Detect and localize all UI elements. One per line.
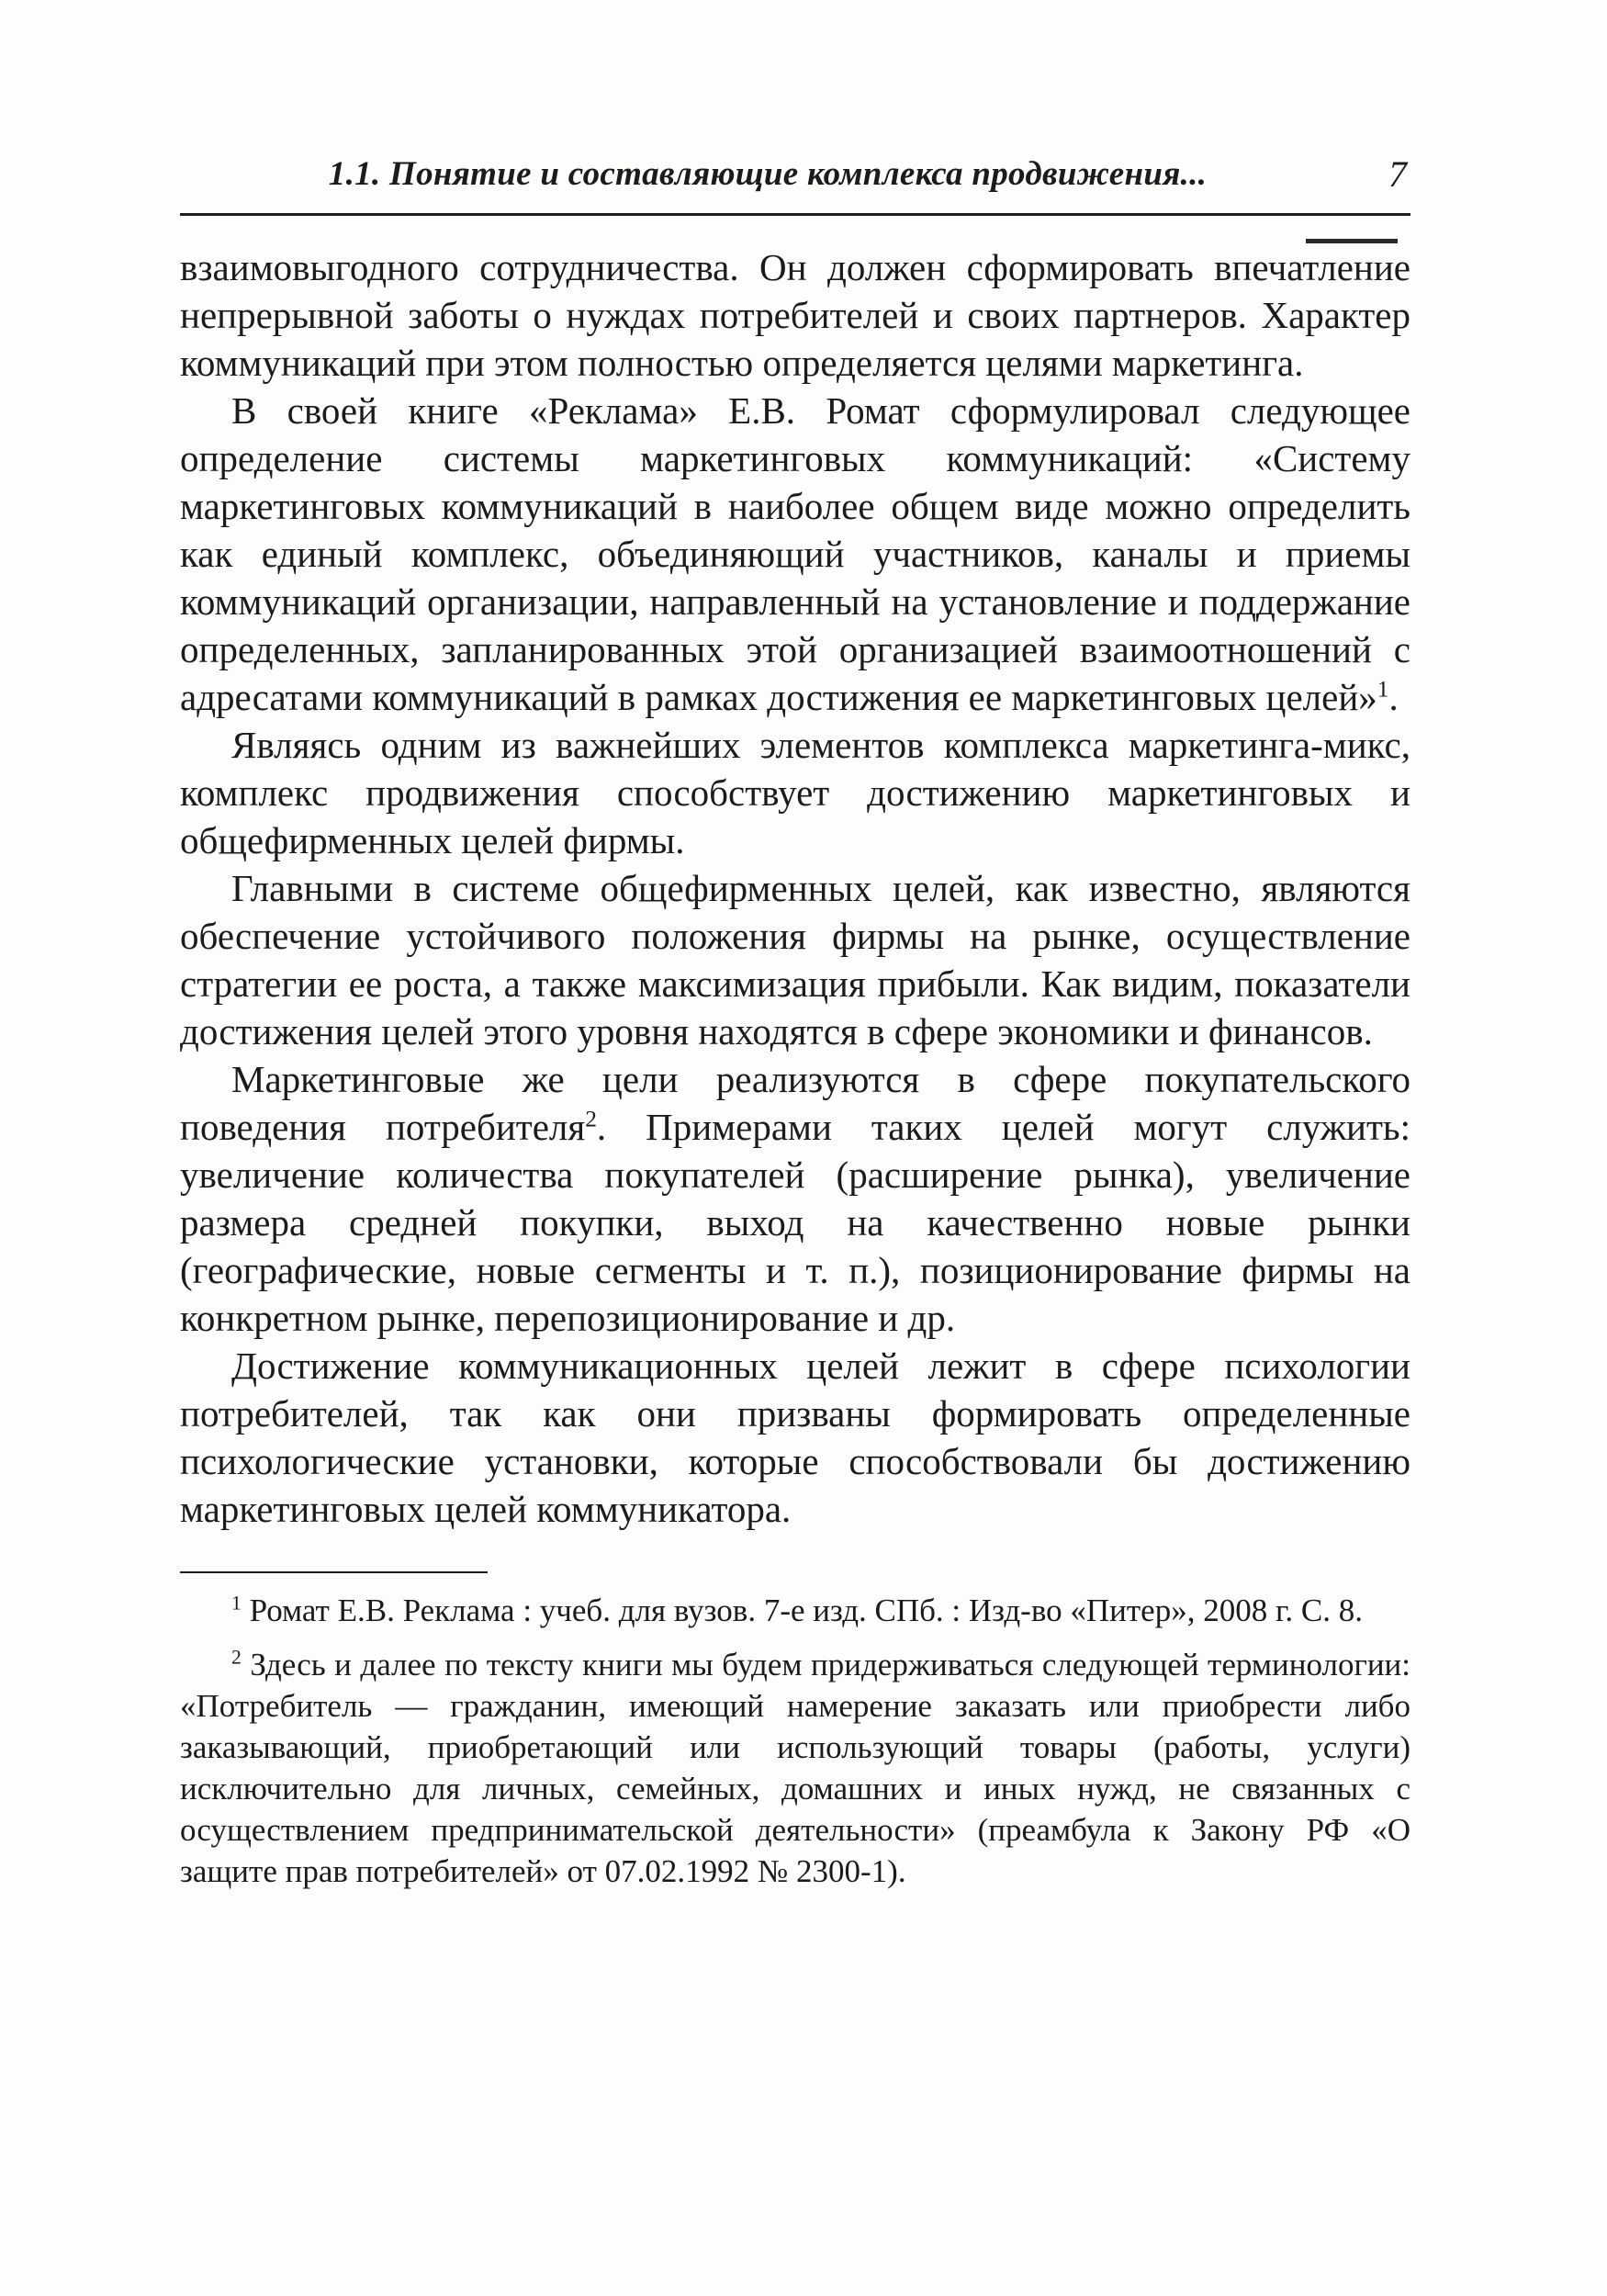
paragraph-text: Маркетинговые же цели реализуются в сфере покупательского поведения потребителя [180,1058,1410,1148]
running-header-title: 1.1. Понятие и составляющие комплекса продвижения... [328,155,1208,193]
page-number: 7 [1388,153,1407,195]
paragraph-3 [180,721,1410,864]
paragraph-text: взаимовыгодного сотрудничества. Он должен сформировать впечатление непрерывной заботы о нуждах потребителей и своих партнеров. Характер коммуникаций при этом полностью определяется целями маркетинга. [180,246,1410,384]
body-text [180,243,1410,1533]
footnote-separator [180,1571,488,1573]
paragraph-text: Являясь одним из важнейших элементов комплекса маркетинга-микс, комплекс продвижения способствует достижению маркетинговых и общефирменных целей фирмы. [180,724,1410,861]
footnote-marker-2: 2 [231,1646,242,1669]
paragraph-text: Главными в системе общефирменных целей, как известно, являются обеспечение устойчивого положения фирмы на рынке, осуществление стратегии ее роста, а также максимизация прибыли. Как видим, показатели достижения целей этого уровня находятся в сфере экономики и финансов. [180,867,1410,1052]
paragraph-text: Достижение коммуникационных целей лежит в сфере психологии потребителей, так как они призваны формировать определенные психологические установки, которые способствовали бы достижению маркетинговых целей коммуникатора. [180,1345,1410,1530]
paragraph-5 [180,1055,1410,1342]
paragraph-text: В своей книге «Реклама» Е.В. Ромат сформулировал следующее определение системы маркетинговых коммуникаций: «Систему маркетинговых коммуникаций в наиболее общем виде можно определить как единый комплекс, объединяющий участников, каналы и приемы коммуникаций организации, направленный на установление и поддержание определенных, запланированных этой организацией взаимоотношений с адресатами коммуникаций в рамках достижения ее маркетинговых целей» [180,389,1410,718]
paragraph-text: . Примерами таких целей могут служить: увеличение количества покупателей (расширение рынка), увеличение размера средней покупки, выход на качественно новые рынки (географические, новые сегменты и т. п.), позиционирование фирмы на конкретном рынке, перепозиционирование и др. [180,1106,1410,1339]
running-header [180,154,1410,206]
paragraph-1 [180,243,1410,387]
footnote-ref-1: 1 [1377,676,1389,703]
footnote-2 [180,1644,1410,1892]
footnotes-section [180,1590,1410,1892]
footnote-text: Ромат Е.В. Реклама : учеб. для вузов. 7-е изд. СПб. : Изд-во «Питер», 2008 г. С. 8. [241,1593,1363,1628]
header-rule-artifact [1306,239,1398,243]
page-content [180,154,1410,1892]
footnote-text: Здесь и далее по тексту книги мы будем придерживаться следующей терминологии: «Потребитель — гражданин, имеющий намерение заказать или приобрести либо заказывающий, приобретающий или использующий товары (работы, услуги) исключительно для личных, семейных, домашних и иных нужд, не связанных с осуществлением предпринимательской деятельности» (преамбула к Закону РФ «О защите прав потребителей» от 07.02.1992 № 2300-1). [180,1647,1410,1889]
paragraph-2 [180,387,1410,721]
footnote-marker-1: 1 [231,1592,242,1615]
header-rule [180,213,1410,216]
footnote-1 [180,1590,1410,1631]
paragraph-6 [180,1342,1410,1533]
footnote-ref-2: 2 [585,1106,597,1132]
paragraph-4 [180,864,1410,1055]
paragraph-text: . [1388,676,1399,718]
